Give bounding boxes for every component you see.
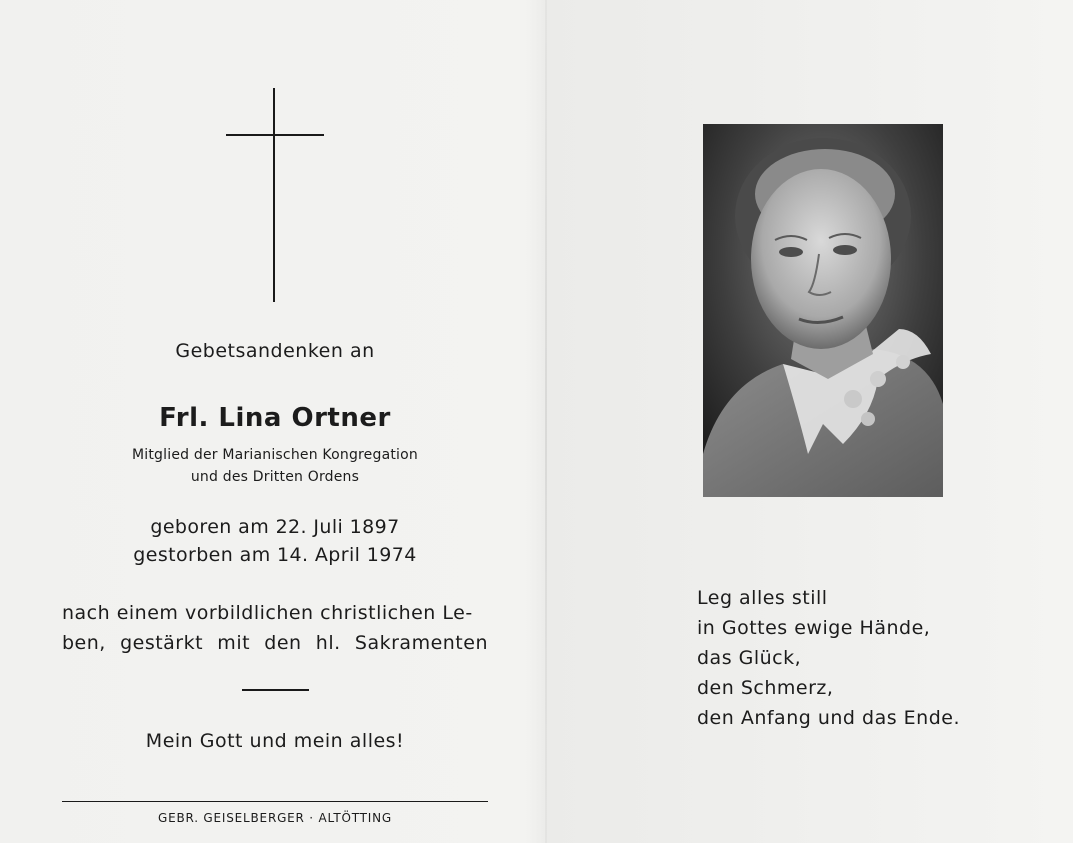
portrait-photo — [703, 124, 943, 497]
cross-icon-bar — [226, 134, 324, 136]
motto-text: Mein Gott und mein alles! — [145, 730, 405, 752]
intro-text: Gebetsandenken an — [175, 340, 375, 362]
poem-line: Leg alles still — [697, 587, 828, 609]
printer-imprint: GEBR. GEISELBERGER · ALTÖTTING — [157, 811, 393, 825]
portrait-image — [703, 124, 943, 497]
divider — [242, 689, 309, 691]
footer-rule — [62, 801, 488, 802]
membership-line: Mitglied der Marianischen Kongregation — [132, 447, 418, 463]
life-line: ben, gestärkt mit den hl. Sakramenten — [62, 632, 488, 654]
membership-line: und des Dritten Ordens — [190, 469, 360, 485]
birth-date: geboren am 22. Juli 1897 — [150, 516, 400, 538]
poem-line: den Anfang und das Ende. — [697, 707, 961, 729]
poem-line: das Glück, — [697, 647, 802, 669]
cross-icon — [273, 88, 275, 302]
poem-line: in Gottes ewige Hände, — [697, 617, 931, 639]
membership-text — [80, 444, 470, 488]
poem — [697, 583, 960, 733]
poem-line: den Schmerz, — [697, 677, 834, 699]
life-line: nach einem vorbildlichen christlichen Le- — [62, 602, 473, 624]
life-dates — [80, 513, 470, 569]
life-text — [62, 598, 488, 658]
death-date: gestorben am 14. April 1974 — [133, 544, 417, 566]
deceased-name: Frl. Lina Ortner — [159, 403, 391, 433]
card-fold — [545, 0, 547, 843]
